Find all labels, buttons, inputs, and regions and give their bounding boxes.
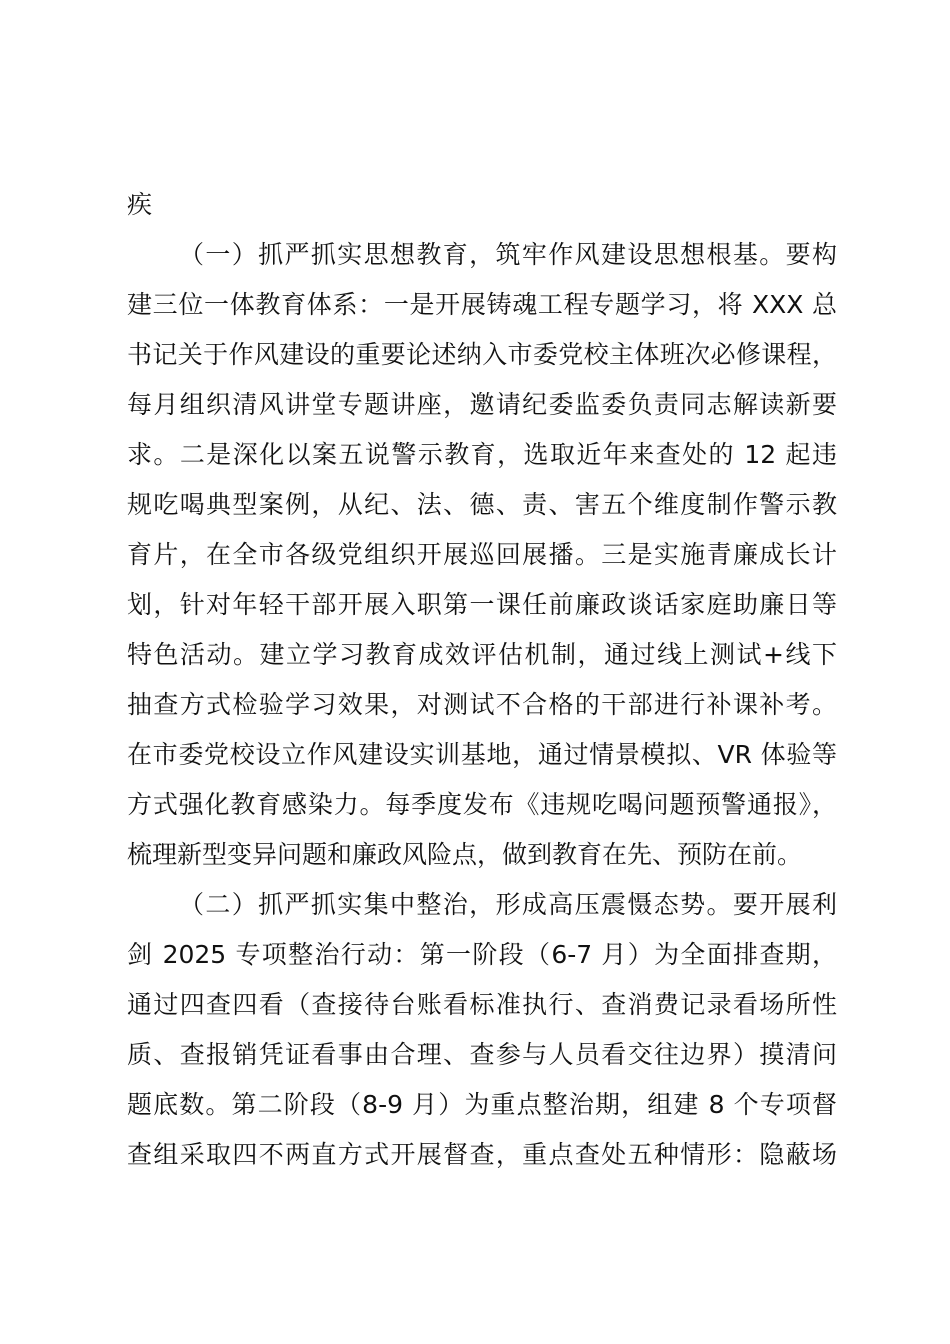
text-line: 规吃喝典型案例，从纪、法、德、责、害五个维度制作警示教 <box>127 490 837 519</box>
text-line: 查组采取四不两直方式开展督查，重点查处五种情形：隐蔽场 <box>127 1140 837 1169</box>
text-line: 特色活动。建立学习教育成效评估机制，通过线上测试+线下 <box>127 640 837 669</box>
text-line: （二）抓严抓实集中整治，形成高压震慑态势。要开展利 <box>179 890 837 919</box>
text-line: 建三位一体教育体系：一是开展铸魂工程专题学习，将 XXX 总 <box>127 290 837 319</box>
text-line: 在市委党校设立作风建设实训基地，通过情景模拟、VR 体验等 <box>127 740 837 769</box>
text-line: 划，针对年轻干部开展入职第一课任前廉政谈话家庭助廉日等 <box>127 590 837 619</box>
text-line: 书记关于作风建设的重要论述纳入市委党校主体班次必修课程， <box>127 340 837 369</box>
text-line: 求。二是深化以案五说警示教育，选取近年来查处的 12 起违 <box>127 440 837 469</box>
text-line: 质、查报销凭证看事由合理、查参与人员看交往边界）摸清问 <box>127 1040 837 1069</box>
text-line: 疾 <box>127 190 153 219</box>
text-line: 方式强化教育感染力。每季度发布《违规吃喝问题预警通报》， <box>127 790 837 819</box>
text-line: （一）抓严抓实思想教育，筑牢作风建设思想根基。要构 <box>179 240 837 269</box>
text-line: 抽查方式检验学习效果，对测试不合格的干部进行补课补考。 <box>127 690 837 719</box>
text-line: 育片，在全市各级党组织开展巡回展播。三是实施青廉成长计 <box>127 540 837 569</box>
text-line: 梳理新型变异问题和廉政风险点，做到教育在先、预防在前。 <box>127 840 803 869</box>
text-line: 通过四查四看（查接待台账看标准执行、查消费记录看场所性 <box>127 990 837 1019</box>
document-body <box>127 180 837 1180</box>
text-line: 剑 2025 专项整治行动：第一阶段（6-7 月）为全面排查期， <box>127 940 837 969</box>
text-line: 每月组织清风讲堂专题讲座，邀请纪委监委负责同志解读新要 <box>127 390 837 419</box>
text-line: 题底数。第二阶段（8-9 月）为重点整治期，组建 8 个专项督 <box>127 1090 837 1119</box>
